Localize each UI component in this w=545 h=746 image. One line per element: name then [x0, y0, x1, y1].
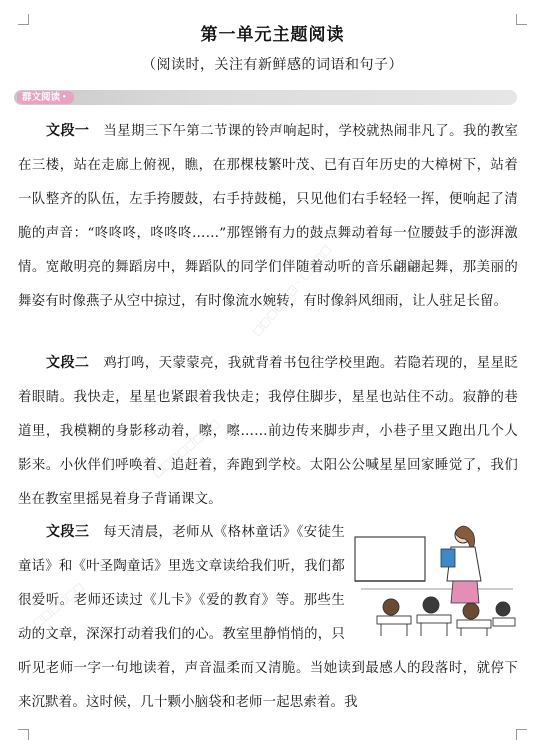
section-tag [17, 91, 74, 104]
teacher-reading-to-class-icon [353, 519, 518, 637]
section-tag-dot: • [62, 93, 67, 101]
passage-3 [18, 515, 518, 720]
passage-3-label: 文段三 [46, 524, 90, 540]
page-title: 第一单元主题阅读 [200, 25, 345, 45]
passage-3-text: 每天清晨，老师从《格林童话》《安徒生童话》和《叶圣陶童话》里选文章读给我们听，我们都很爱听。老师还读过《儿卡》《爱的教育》等。那些生动的文章，深深打动着我们的心。教室里静悄悄的，只听见老师一字一句地读着，声音温柔而又清脆。当她读到最感人的段落时，就停下来沉默着。这时候，几十颗小脑袋和老师一起思索着。我 [18, 525, 518, 710]
section-header-bar [14, 90, 517, 105]
passage-1-label: 文段一 [46, 123, 90, 139]
section-tag-label: 群文阅读 [22, 92, 61, 103]
watermark-stamp-3: □□□□□□ [30, 579, 87, 630]
passage-2-label: 文段二 [46, 355, 90, 371]
watermark-stamp: □□□□□□ · □□□□ [250, 242, 334, 339]
passage-1-text: 当星期三下午第二节课的铃声响起时，学校就热闹非凡了。我的教室在三楼，站在走廊上俯视，瞧，在那棵枝繁叶茂、已有百年历史的大樟树下，站着一队整齐的队伍，左手挎腰鼓，右手持鼓槌，只见他们右手轻轻一挥，便响起了清脆的声音：“咚咚咚，咚咚咚……”那铿锵有力的鼓点舞动着每一位腰鼓手的澎湃激情。宽敞明亮的舞蹈房中，舞蹈队的同学们伴随着动听的音乐翩翩起舞，那美丽的舞姿有时像燕子从空中掠过，有时像流水婉转，有时像斜风细雨，让人驻足长留。 [18, 124, 518, 309]
passage-1 [18, 114, 518, 319]
passage-2-text: 鸡打鸣，天蒙蒙亮，我就背着书包往学校里跑。若隐若现的，星星眨着眼睛。我快走，星星也紧跟着我快走；我停住脚步，星星也站住不动。寂静的巷道里，我模糊的身影移动着，嚓，嚓……前边传来脚步声，小巷子里又跑出几个人影来。小伙伴们呼唤着、追赶着，奔跑到学校。太阳公公喊星星回家睡觉了，我们坐在教室里摇晃着身子背诵课文。 [18, 356, 518, 507]
page-subtitle: （阅读时，关注有新鲜感的词语和句子） [142, 57, 403, 73]
watermark-stamp-2: □□□□□□□□ [150, 416, 223, 480]
crop-mark-bottom-right [516, 729, 527, 740]
passage-2 [18, 346, 518, 517]
crop-mark-bottom-left [18, 729, 29, 740]
